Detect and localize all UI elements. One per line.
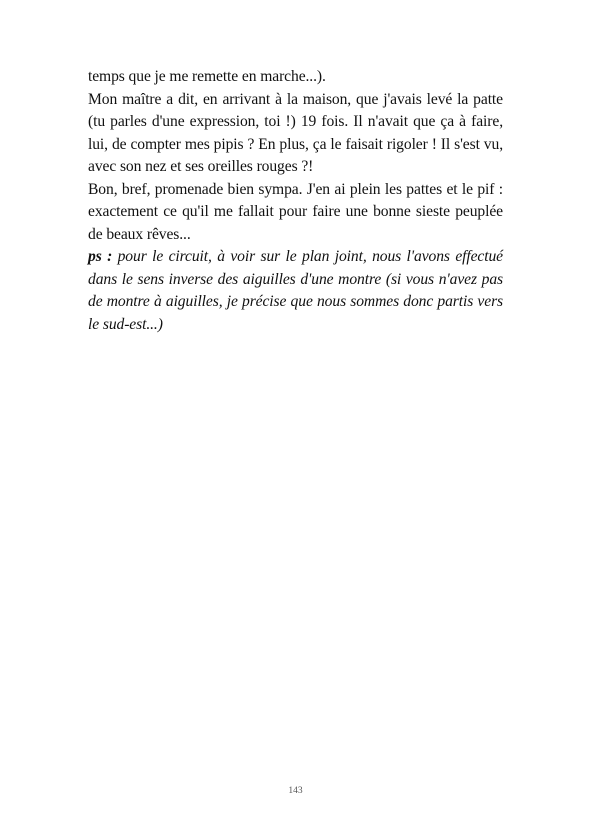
paragraph: Bon, bref, promenade bien sympa. J'en ai plein les pattes et le pif : exactement ce qu'il me fallait pour faire une bonne sieste peuplée de beaux rêves... — [88, 180, 503, 243]
postscript-text: pour le circuit, à voir sur le plan joint, nous l'avons effectué dans le sens inverse des aiguilles d'une montre (si vous n'avez pas de montre à aiguilles, je précise que nous sommes donc partis vers le sud-est...) — [88, 248, 503, 333]
paragraph: temps que je me remette en marche...). — [88, 68, 326, 85]
postscript-label: ps : — [88, 248, 113, 265]
paragraph: Mon maître a dit, en arrivant à la maison, que j'avais levé la patte (tu parles d'une expression, toi !) 19 fois. Il n'avait que ça à faire, lui, de compter mes pipis ? En plus, ça le faisait rigoler ! Il s'est vu, avec son nez et ses oreilles rouges ?! — [88, 90, 503, 175]
postscript-paragraph — [88, 246, 503, 336]
page-body — [88, 66, 503, 336]
page-number: 143 — [288, 786, 303, 796]
